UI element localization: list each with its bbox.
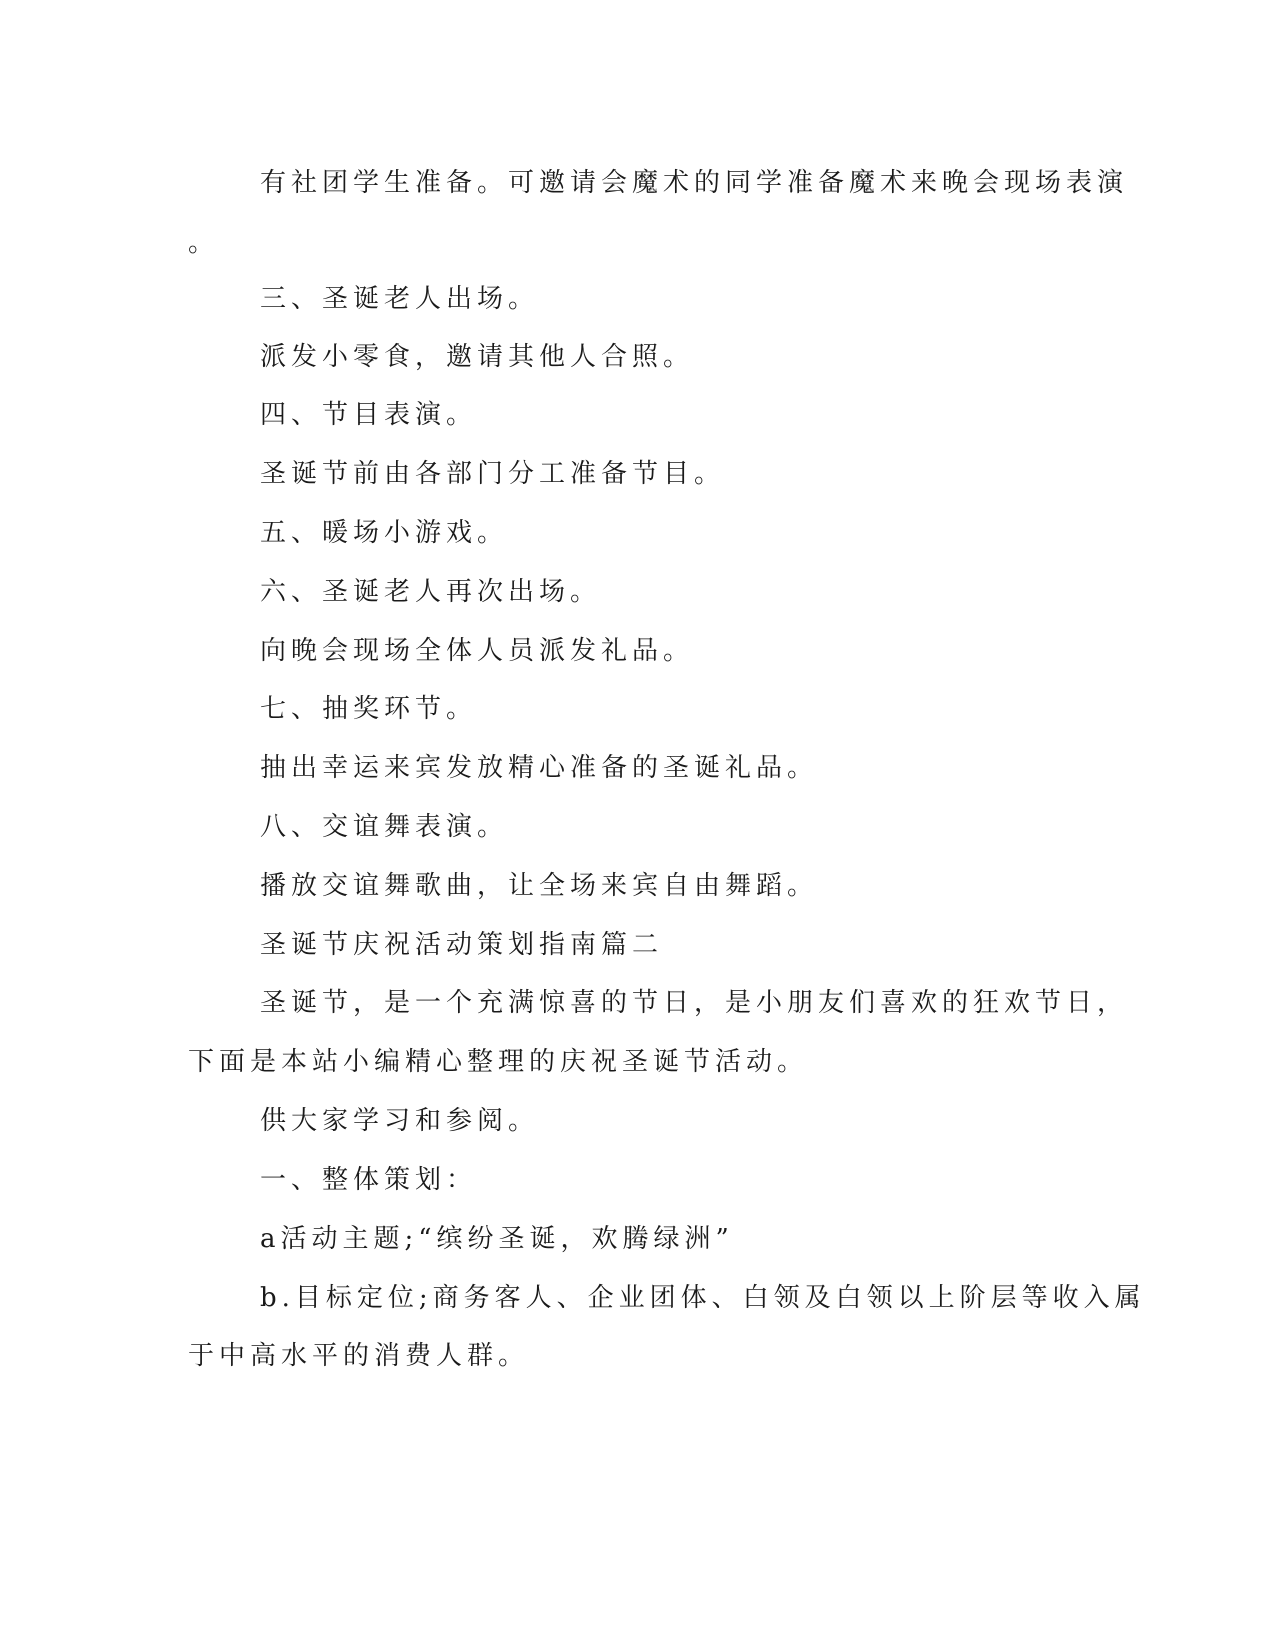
paragraph-line: 下面是本站小编精心整理的庆祝圣诞节活动。: [188, 1047, 809, 1077]
paragraph-line: 向晚会现场全体人员派发礼品。: [260, 636, 695, 666]
paragraph-line: 派发小零食，邀请其他人合照。: [260, 342, 695, 372]
section-heading: 七、抽奖环节。: [260, 694, 478, 724]
paragraph-line: 播放交谊舞歌曲，让全场来宾自由舞蹈。: [260, 871, 819, 901]
paragraph-line: 有社团学生准备。可邀请会魔术的同学准备魔术来晚会现场表演: [260, 168, 1129, 198]
section-heading: 三、圣诞老人出场。: [260, 284, 540, 314]
paragraph-line: 圣诞节前由各部门分工准备节目。: [260, 459, 726, 489]
paragraph-line: a活动主题;“缤纷圣诞，欢腾绿洲”: [260, 1224, 734, 1254]
section-heading: 八、交谊舞表演。: [260, 812, 509, 842]
paragraph-line: 。: [188, 228, 220, 258]
section-heading: 一、整体策划：: [260, 1165, 478, 1195]
section-heading: 四、节目表演。: [260, 400, 478, 430]
paragraph-line: 供大家学习和参阅。: [260, 1106, 540, 1136]
paragraph-line: 圣诞节，是一个充满惊喜的节日，是小朋友们喜欢的狂欢节日，: [260, 988, 1129, 1018]
paragraph-line: 抽出幸运来宾发放精心准备的圣诞礼品。: [260, 753, 819, 783]
paragraph-line: b.目标定位;商务客人、企业团体、白领及白领以上阶层等收入属: [260, 1283, 1146, 1313]
section-heading: 六、圣诞老人再次出场。: [260, 577, 602, 607]
article-title: 圣诞节庆祝活动策划指南篇二: [260, 930, 664, 960]
paragraph-line: 于中高水平的消费人群。: [188, 1341, 530, 1371]
section-heading: 五、暖场小游戏。: [260, 518, 509, 548]
